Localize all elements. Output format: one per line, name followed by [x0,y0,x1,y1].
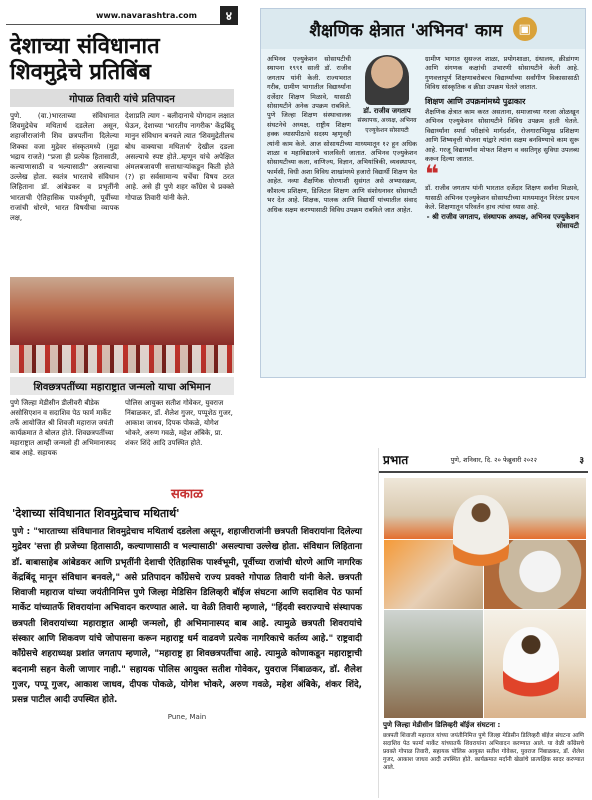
sakal-article [12,506,362,721]
book-icon: ▣ [513,17,537,41]
sakal-headline: 'देशाच्या संविधानात शिवमुद्रेचाच मथितार्थ' [12,507,180,520]
abhinav-left-text: अभिनव एज्युकेशन सोसायटीची स्थापना १९९१ साली डॉ. राजीव जगताप यांनी केली. राज्यभरात गरीब, ग्रामीण भागातील विद्यार्थ्यांना दर्जेदार शिक्षण मिळावे, यासाठी सोसायटीने अनेक उपक्रम राबविले. पुणे जिल्हा शिक्षण संस्थाचालक संघटनेचे अध्यक्ष, राष्ट्रीय शिक्षण हक्क व्यासपीठाचे सदस्य म्हणूनही त्यांनी काम केले. आज सोसायटीच्या माध्यमातून १२ हून अधिक शाळा व महाविद्यालये चालविली जातात. अभिनव एज्युकेशन सोसायटीच्या कला, वाणिज्य, विज्ञान, अभियांत्रिकी, व्यवस्थापन, फार्मसी, विधी अशा विविध शाखांमध्ये हजारो विद्यार्थी शिक्षण घेत आहेत. नव्या शैक्षणिक धोरणाशी सुसंगत असे अभ्यासक्रम, कौशल्य प्रशिक्षण, डिजिटल शिक्षण आणि संशोधनावर सोसायटी भर देत आहे. शिक्षक, पालक आणि विद्यार्थी यांच्यातील संवाद अधिक सक्षम करण्यासाठी विविध उपक्रम राबविले जात आहेत. [267,55,417,214]
portrait-name: डॉ. राजीव जगताप [363,107,411,115]
navarashtra-site: www.navarashtra.com [96,10,197,20]
abhinav-header [261,9,585,49]
abhinav-signature: - श्री राजीव जगताप, संस्थापक अध्यक्ष, अभिनव एज्युकेशन सोसायटी [426,212,579,231]
prabhat-logo: प्रभात [383,453,409,467]
navarashtra-article [6,107,238,273]
prabhat-date: पुणे, शनिवार, दि. २० फेब्रुवारी २०२२ [450,456,537,464]
navarashtra-header [6,6,238,25]
navarashtra-col-2: देशाप्रति त्याग - बलीदानाचे योगदान लक्षात घेऊन, देशाच्या 'भारतीय नागरीक' केंद्रबिंदू मानुन संविधान बनवले त्यात 'शिवमुद्रेतीलच बोध वाक्याचा मथितार्थ' देखील दडला असल्याचे स्पष्ट होते..म्हणून यांचे अपेक्षित अंमलबजावणी सत्ताधाऱ्यांकडून किती होते (?) हा सर्वसामान्य चर्चेचा विषय ठरत आहे. असे ही पुणे शहर काँग्रेस चे प्रवक्ते गोपाळ तिवारी यांनी केले. [125,111,234,202]
prabhat-page-number: ३ [579,456,584,466]
event-photo [383,609,485,719]
abhinav-clipping [260,8,586,378]
navarashtra-foot-col-1: पुणे जिल्हा मेडीसीन डीलीवरी बीडेक असोसिएशन व सदाशिव पेठ फार्म मार्केट तर्फे आयोजित श्री शिवजी महाराज जयंती कार्यक्रमात ते बोलत होते. शिवछत्रपतींच्या महाराष्ट्रात आम्ही जन्मलो ही अभिमानास्पद बाब आहे. सहायक [10,399,116,457]
sakal-footer: Pune, Main [167,712,207,721]
portrait-photo [365,55,409,105]
abhinav-right-text-2: शैक्षणिक क्षेत्रात काम करत असताना, समाजाच्या गरजा ओळखून अभिनव एज्युकेशन सोसायटीने विविध उपक्रम हाती घेतले. विद्यार्थ्यांना स्पर्धा परीक्षांचे मार्गदर्शन, रोजगाराभिमुख प्रशिक्षण आणि शिष्यवृत्ती योजना यांद्वारे त्यांना सक्षम बनविण्याचे काम सुरू आहे. गरजू विद्यार्थ्यांना मोफत शिक्षण व वसतिगृह सुविधा उपलब्ध करून दिल्या जातात. [425,108,579,164]
abhinav-body [261,49,585,238]
prabhat-caption-head: पुणे जिल्हा मेडीसीन डिलिव्हरी बॉईज संघटना : [383,721,501,729]
abhinav-title: शैक्षणिक क्षेत्रात 'अभिनव' काम [309,20,503,41]
navarashtra-footer-text [6,395,238,461]
abhinav-subhead: शिक्षण आणि उपक्रमांमध्ये पुढाकार [425,96,526,106]
performer-cutout [453,495,509,583]
prabhat-caption: छत्रपती शिवाजी महाराज यांच्या जयंतीनिमित्त पुणे जिल्हा मेडिसीन डिलिव्हरी बॉईज संघटना आणि सदाशिव पेठ फार्मा मार्केट यांच्यातर्फे शिवरायांना अभिवादन करण्यात आले. या वेळी काँग्रेसचे प्रवक्ते गोपाळ तिवारी, सहायक पोलिस आयुक्त सतीश गोवेकर, युवराज निंबाळकर, डॉ. शैलेश गुजर, आकाश जाधव आदी उपस्थित होते. कार्यक्रमात मर्दानी खेळांचे प्रात्यक्षिक सादर करण्यात आले. [383,733,584,771]
navarashtra-col-1: पुणे. (वा.)भारताच्या संविधानात शिवमुद्रेचेच मथितार्थ दडलेला असून, शहाजीराजांनी शिव छत्रपतींना दिलेल्या शिक्का वजा मुद्रेवर संस्कृतमध्ये (मुद्रा भद्राय राजते) "प्रजा ही प्रत्येक हितासाठी, कल्याणासाठी व भल्यासाठी" असल्याचा उल्लेख होता. स्वतंत्र भारताचे संविधान लिहिताना डॉ. आंबेडकर व प्रभृतींनी भारताची ऐतिहासिक पार्श्वभूमी, पूर्वीच्या राजांची धोरणे, भारत विषयीचा व्यापक लक्ष, [10,111,119,223]
navarashtra-headline: देशाच्या संविधानात शिवमुद्रेचे प्रतिबिंब [10,33,160,85]
performer-cutout [503,627,559,715]
prabhat-photo-collage [383,477,584,717]
prabhat-clipping [378,448,588,798]
portrait-role: संस्थापक, अध्यक्ष, अभिनव एज्युकेशन सोसायटी [357,117,417,134]
navarashtra-photo-caption: शिवछत्रपतींच्या महाराष्ट्रात जन्मलो याचा अभिमान [10,377,234,395]
abhinav-quote: डॉ. राजीव जगताप यांनी भारतात दर्जेदार शिक्षण सर्वांना मिळावे, यासाठी अभिनव एज्युकेशन सोसायटीच्या माध्यमातून निरंतर प्रयत्न केले. शिक्षणातून परिवर्तन हाच त्यांचा ध्यास आहे. [425,184,579,212]
navarashtra-subhead: गोपाळ तिवारी यांचे प्रतिपादन [10,89,234,107]
abhinav-right-column [425,55,579,232]
navarashtra-foot-col-2: पोलिस आयुक्त सतीश गोवेकर, युवराज निंबाळकर, डॉ. शैलेश गुजर, पप्पूशेठ गुजर, आकाश जाधव, दिपक पोकळे, योगेश भोकरे, अरुण गवळे, महेश अंबिके, प्रा. शंकर शिंदे आदि उपस्थित होते. [125,399,233,447]
sakal-logo: सकाळ [170,487,204,502]
abhinav-right-text: ग्रामीण भागात सुसज्ज शाळा, प्रयोगशाळा, ग्रंथालय, क्रीडांगण आणि संगणक कक्षांची उभारणी सोसायटीने केली आहे. गुणवत्तापूर्ण शिक्षणाबरोबरच विद्यार्थ्यांच्या सर्वांगीण विकासासाठी विविध सांस्कृतिक व क्रीडा उपक्रम घेतले जातात. [425,55,579,92]
prabhat-header [379,448,588,473]
sakal-clipping [6,470,368,798]
abhinav-left-column [267,55,417,232]
navarashtra-group-photo [10,277,234,373]
sakal-body: पुणे : "भारताच्या संविधानात शिवमुद्रेचाच मथितार्थ दडलेला असून, शहाजीराजांनी छत्रपती शिवरायांना दिलेल्या मुद्रेवर 'सत्ता ही प्रजेच्या हितासाठी, कल्याणासाठी व भल्यासाठी' असल्याचा उल्लेख होता. संविधान लिहिताना डॉ. बाबासाहेब आंबेडकर आणि प्रभृतींनी देशाची ऐतिहासिक पार्श्वभूमी, पूर्वीच्या राजांची धोरणे आणि नागरिक केंद्रबिंदू मानून संविधान बनवले," असे प्रतिपादन काँग्रेसचे राज्य प्रवक्ते गोपाळ तिवारी यांनी केले. छत्रपती शिवाजी महाराज यांच्या जयंतीनिमित्त पुणे जिल्हा मेडिसिन डिलिव्हरी बॉईज संघटना आणि सदाशिव पेठ फार्मा मार्केट यांच्यातर्फे शिवरायांना अभिवादन करण्यात आले. या वेळी तिवारी म्हणाले, "हिंदवी स्वराज्याचे संस्थापक छत्रपती शिवरायांच्या महाराष्ट्रात आम्ही जन्मलो, ही अभिमानास्पद बाब आहे. त्यामुळे छत्रपती शिवरायांचे संस्कार आणि शिकवण यांचे जोपासना करून महाराष्ट्र धर्म वाढवणे प्रत्येक नागरिकाचे कर्तव्य आहे." राष्ट्रवादी काँग्रेसचे शहराध्यक्ष प्रशांत जगताप म्हणाले, "महाराष्ट्र हा शिवछत्रपतींचा आहे. त्यामुळे कोणाकडून महाराष्ट्राची बदनामी सहन केली जाणार नाही." सहायक पोलिस आयुक्त सतीश गोवेकर, युवराज निंबाळकर, डॉ. शैलेश गुजर, पप्पू गुजर, आकाश जाधव, दीपक पोकळे, योगेश भोकरे, अरुण गवळे, महेश अंबिके, शंकर शिंदे, प्रसन्न पाटील आदी उपस्थित होते. [12,527,362,706]
navarashtra-clipping [6,6,238,457]
quote-mark-icon: ❝ [425,160,440,189]
abhinav-portrait [357,55,417,135]
navarashtra-page-number: ४ [220,6,238,25]
